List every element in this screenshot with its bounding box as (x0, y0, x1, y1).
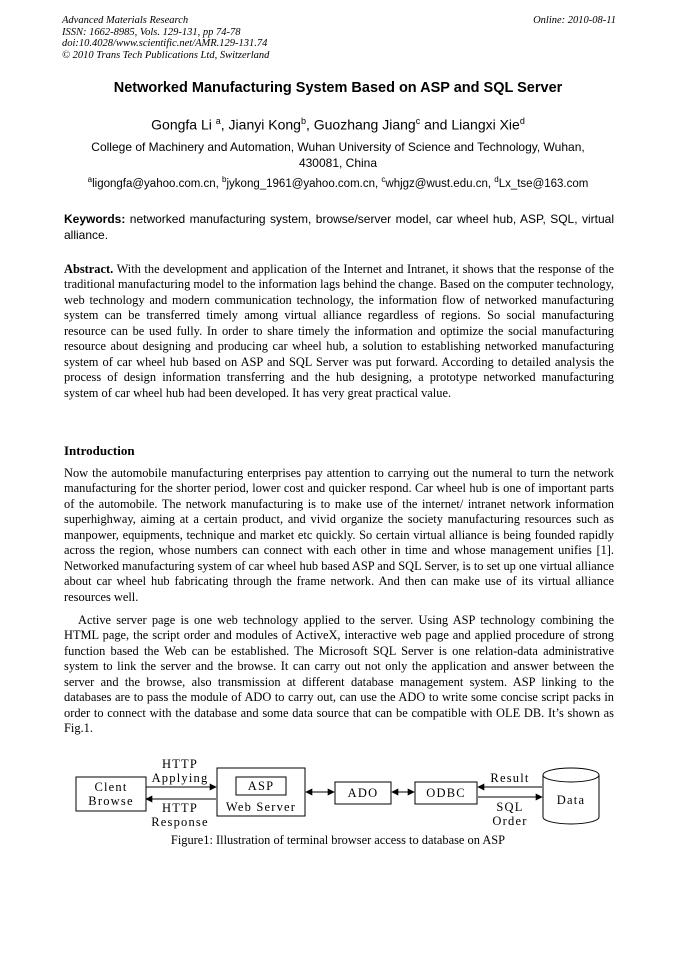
paper-title: Networked Manufacturing System Based on ASP and SQL Server (113, 80, 563, 96)
author-name: Jianyi Kong (228, 116, 301, 133)
asp-label: ASP (247, 779, 275, 793)
http-response-label-2: Response (151, 815, 209, 829)
web-server-label: Web Server (225, 800, 297, 814)
keywords-text: networked manufacturing system, browse/server model, car wheel hub, ASP, SQL, virtual alliance. (64, 212, 614, 242)
data-label: Data (556, 793, 586, 807)
author-name: Liangxi Xie (451, 116, 520, 133)
keywords-label: Keywords: (64, 212, 126, 226)
journal-issn: ISSN: 1662-8985, Vols. 129-131, pp 74-78 (62, 26, 241, 38)
journal-name: Advanced Materials Research (62, 15, 189, 26)
sql-label-2: Order (492, 814, 528, 828)
journal-header (62, 15, 622, 61)
abstract (64, 262, 614, 401)
client-label-1: Clent (94, 780, 128, 794)
email-link[interactable]: Lx_tse@163.com (498, 177, 589, 190)
sql-label-1: SQL (496, 800, 524, 814)
section-heading-introduction: Introduction (64, 443, 135, 458)
email-link[interactable]: ligongfa@yahoo.com.cn (92, 177, 216, 190)
author-emails: $^a$ligongfa@yahoo.com.cn, $^b$jykong_1961@yahoo.com.cn, $^c$whjgz@wust.edu.cn, $^d$Lx_tse@163.com (87, 175, 589, 190)
author-name: Guozhang Jiang (313, 116, 416, 133)
author-sup: a (215, 116, 221, 126)
intro-paragraph-1: Now the automobile manufacturing enterprises pay attention to carrying out the numeral to turn the network manufacturing for the shorter period, lower cost and quicker respond. Car wheel hub is one of important parts of the automobile. The network manufacturing is to make use of the internet/ intranet network information superhighway, aiming at a certain product, and vivid organize the society manufacturing resources such as manpower, equipments, technique and market etc quickly. So certain virtual alliance is being founded rapidly across the region, whose numbers can connect with each other in time and whose management unifies [1]. Networked manufacturing system of car wheel hub based ASP and SQL Server, is to set up one virtual alliance about car wheel hub fabricating through the frame network. And then can make use of its virtual alliance resources well. (64, 466, 614, 604)
abstract-text: With the development and application of the Internet and Intranet, it shows that the response of the traditional manufacturing model to the information lags behind the change. Based on the computer technology, web technology and modern communication technology, the information flow of networked manufacturing system can be transferred timely among virtual alliance regardless of regions. So social manufacturing resource can be used fully. In order to share timely the information and optimize the social manufacturing resource about designing and producing car wheel hub, a solution to establishing networked manufacturing system of car wheel hub based on ASP and SQL Server was put forward. According to detailed analysis the process of design information transferring and the hub designing, a prototype networked manufacturing system of car wheel hub had been developed. It has very great practical value. (64, 262, 614, 400)
http-applying-label-2: Applying (151, 771, 209, 785)
intro-paragraph-2: Active server page is one web technology applied to the server. Using ASP technology combining the HTML page, the script order and modules of ActiveX, interactive web page and applied procedure of strong function based the Web can be established. The Microsoft SQL Server is one relation-data administrative system to link the server and the browse. It can carry out not only the application and answer between the server and the browse, also transmission at different database management system. ASP linking to the databases are to pass the module of ADO to carry out, can use the ADO to write some concise script packs in order to connect with the database and some data source that can be compatible with OLE DB. It’s shown as Fig.1. (64, 613, 614, 736)
author-name: Gongfa Li (151, 116, 212, 133)
author-list: Gongfa Li $^a$, Jianyi Kong$^b$, Guozhang Jiang$^c$ and Liangxi Xie$^d$ (151, 116, 525, 133)
author-sup: c (415, 116, 421, 126)
author-sup: b (300, 116, 306, 126)
author-sup: d (519, 116, 525, 126)
online-date: Online: 2010-08-11 (533, 15, 616, 26)
email-link[interactable]: whjgz@wust.edu.cn (385, 177, 488, 190)
result-label: Result (490, 771, 530, 785)
client-label-2: Browse (88, 794, 134, 808)
http-response-label-1: HTTP (161, 801, 199, 815)
journal-doi: doi:10.4028/www.scientific.net/AMR.129-131.74 (62, 38, 268, 49)
odbc-label: ODBC (426, 786, 466, 800)
email-link[interactable]: jykong_1961@yahoo.com.cn (226, 177, 375, 190)
http-applying-label-1: HTTP (161, 757, 199, 771)
abstract-label: Abstract. (64, 262, 114, 276)
journal-copyright: © 2010 Trans Tech Publications Ltd, Switzerland (62, 49, 270, 61)
figure-1-caption: Figure1: Illustration of terminal browser access to database on ASP (170, 833, 506, 847)
keywords (64, 211, 614, 243)
affiliation: College of Machinery and Automation, Wuhan University of Science and Technology, Wuhan, 430081, China (91, 140, 585, 170)
ado-label: ADO (347, 786, 379, 800)
